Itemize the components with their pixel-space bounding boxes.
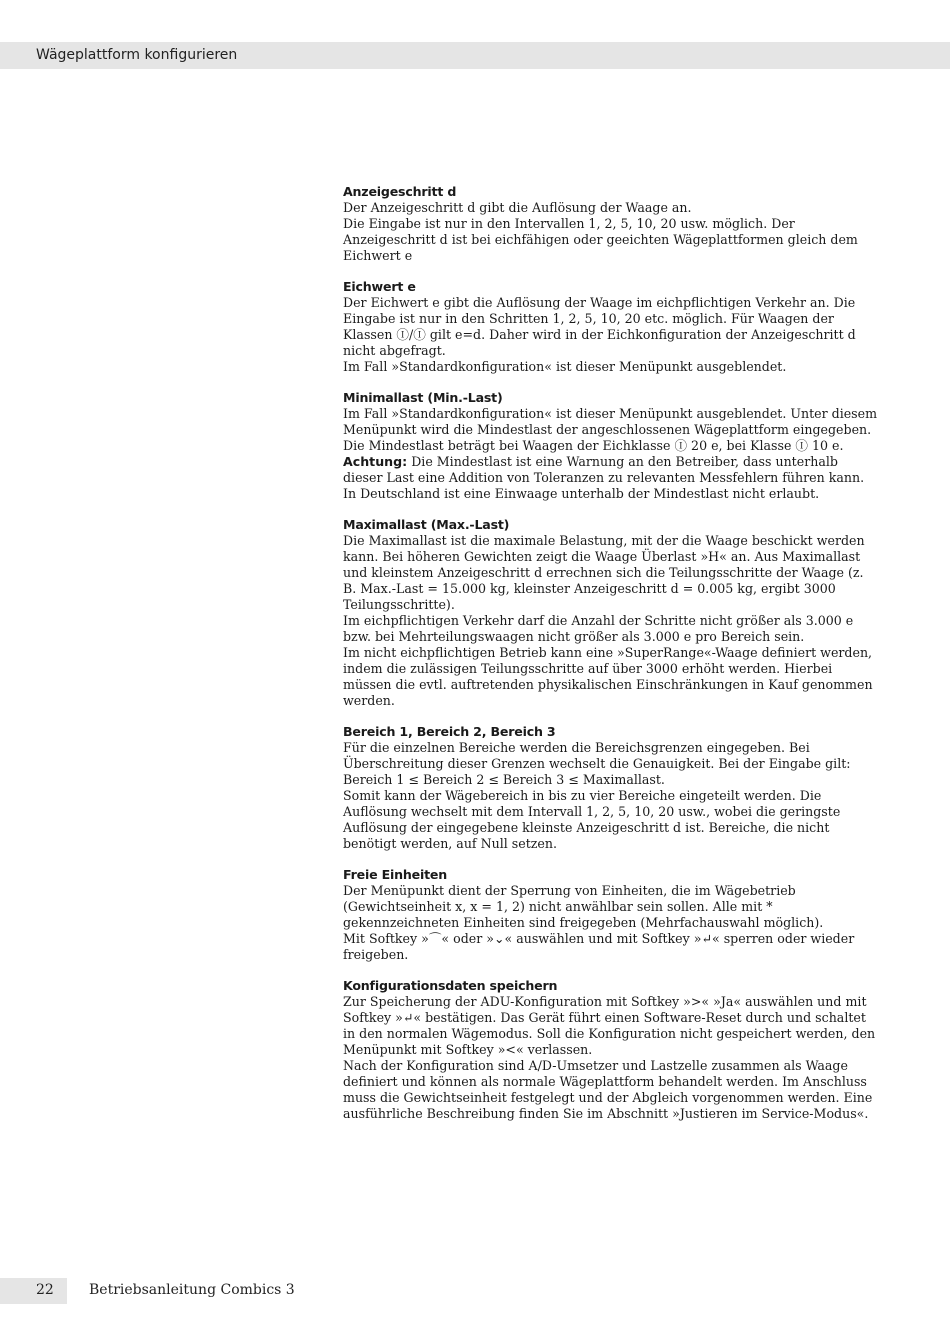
section-konfiguration-speichern	[343, 978, 878, 1122]
section-paragraph: Somit kann der Wägebereich in bis zu vier Bereiche eingeteilt werden. Die Auflösung wechselt mit dem Intervall 1, 2, 5, 10, 20 usw., wobei die geringste Auflösung der eingegebene kleinste Anzeigeschritt d ist. Bereiche, die nicht benötigt werden, auf Null setzen.	[343, 788, 841, 851]
section-freie-einheiten	[343, 867, 878, 963]
section-bereiche	[343, 724, 878, 852]
section-heading: Freie Einheiten	[343, 867, 448, 882]
section-paragraph: Die Maximallast ist die maximale Belastung, mit der die Waage beschickt werden kann. Bei höheren Gewichten zeigt die Waage Überlast »H« an. Aus Maximallast und kleinstem Anzeigeschritt d errechnen sich die Teilungsschritte der Waage (z. B. Max.-Last = 15.000 kg, kleinster Anzeigeschritt d = 0.005 kg, ergibt 3000 Teilungsschritte). Im eichpflichtigen Verkehr darf die Anzahl der Schritte nicht größer als 3.000 e bzw. bei Mehrteilungswaagen nicht größer als 3.000 e pro Bereich sein. Im nicht eichpflichtigen Betrieb kann eine »SuperRange«-Waage definiert werden, indem die zulässigen Teilungsschritte auf über 3000 erhöht werden. Hierbei müssen die evtl. auftretenden physikalischen Einschränkungen in Kauf genommen werden.	[343, 533, 873, 708]
main-content	[343, 184, 878, 1137]
section-paragraph: Nach der Konfiguration sind A/D-Umsetzer und Lastzelle zusammen als Waage definiert und können als normale Wägeplattform behandelt werden. Im Anschluss muss die Gewichtseinheit festgelegt und der Abgleich vorgenommen werden. Eine ausführliche Beschreibung finden Sie im Abschnitt »Justieren im Service-Modus«.	[343, 1058, 873, 1121]
warning-paragraph	[343, 454, 878, 502]
section-eichwert	[343, 279, 878, 375]
section-heading: Eichwert e	[343, 279, 416, 294]
section-anzeigeschritt	[343, 184, 878, 264]
section-heading: Bereich 1, Bereich 2, Bereich 3	[343, 724, 556, 739]
section-paragraph: Zur Speicherung der ADU-Konfiguration mit Softkey »>« »Ja« auswählen und mit Softkey »↵« bestätigen. Das Gerät führt einen Software-Reset durch und schaltet in den normalen Wägemodus. Soll die Konfiguration nicht gespeichert werden, den Menüpunkt mit Softkey »<« verlassen.	[343, 994, 876, 1057]
page-title: Wägeplattform konfigurieren	[36, 47, 238, 63]
footer-title: Betriebsanleitung Combics 3	[89, 1282, 295, 1298]
section-heading: Minimallast (Min.-Last)	[343, 390, 503, 405]
section-paragraph: Der Eichwert e gibt die Auflösung der Waage im eichpflichtigen Verkehr an. Die Eingabe ist nur in den Schritten 1, 2, 5, 10, 20 etc. möglich. Für Waagen der Klassen Ⓘ/Ⓘ gilt e=d. Daher wird in der Eichkonfiguration der Anzeigeschritt d nicht abgefragt. Im Fall »Standardkonfiguration« ist dieser Menüpunkt ausgeblendet.	[343, 295, 856, 374]
section-maximallast	[343, 517, 878, 709]
section-paragraph: Der Anzeigeschritt d gibt die Auflösung der Waage an. Die Eingabe ist nur in den Intervallen 1, 2, 5, 10, 20 usw. möglich. Der Anzeigeschritt d ist bei eichfähigen oder geeichten Wägeplattformen gleich dem Eichwert e	[343, 200, 858, 263]
header-bar	[0, 42, 950, 69]
section-paragraph: Im Fall »Standardkonfiguration« ist dieser Menüpunkt ausgeblendet. Unter diesem Menüpunkt wird die Mindestlast der angeschlossenen Wägeplattform eingegeben. Die Mindestlast beträgt bei Waagen der Eichklasse Ⓘ 20 e, bei Klasse Ⓘ 10 e.	[343, 406, 878, 453]
page-number: 22	[36, 1282, 54, 1298]
section-minimallast	[343, 390, 878, 502]
section-paragraph: Für die einzelnen Bereiche werden die Bereichsgrenzen eingegeben. Bei Überschreitung dieser Grenzen wechselt die Genauigkeit. Bei der Eingabe gilt: Bereich 1 ≤ Bereich 2 ≤ Bereich 3 ≤ Maximallast.	[343, 740, 851, 787]
page-number-box	[0, 1278, 67, 1304]
section-heading: Anzeigeschritt d	[343, 184, 457, 199]
section-paragraph: Der Menüpunkt dient der Sperrung von Einheiten, die im Wägebetrieb (Gewichtseinheit x, x = 1, 2) nicht anwählbar sein sollen. Alle mit * gekennzeichneten Einheiten sind freigegeben (Mehrfachauswahl möglich).	[343, 883, 824, 930]
section-heading: Maximallast (Max.-Last)	[343, 517, 510, 532]
warning-label: Achtung:	[343, 454, 408, 469]
warning-text: Die Mindestlast ist eine Warnung an den Betreiber, dass unterhalb dieser Last eine Addition von Toleranzen zu relevanten Messfehlern führen kann. In Deutschland ist eine Einwaage unterhalb der Mindestlast nicht erlaubt.	[343, 454, 865, 501]
section-heading: Konfigurationsdaten speichern	[343, 978, 558, 993]
section-paragraph: Mit Softkey »⌒« oder »⌄« auswählen und mit Softkey »↵« sperren oder wieder freigeben.	[343, 931, 855, 962]
